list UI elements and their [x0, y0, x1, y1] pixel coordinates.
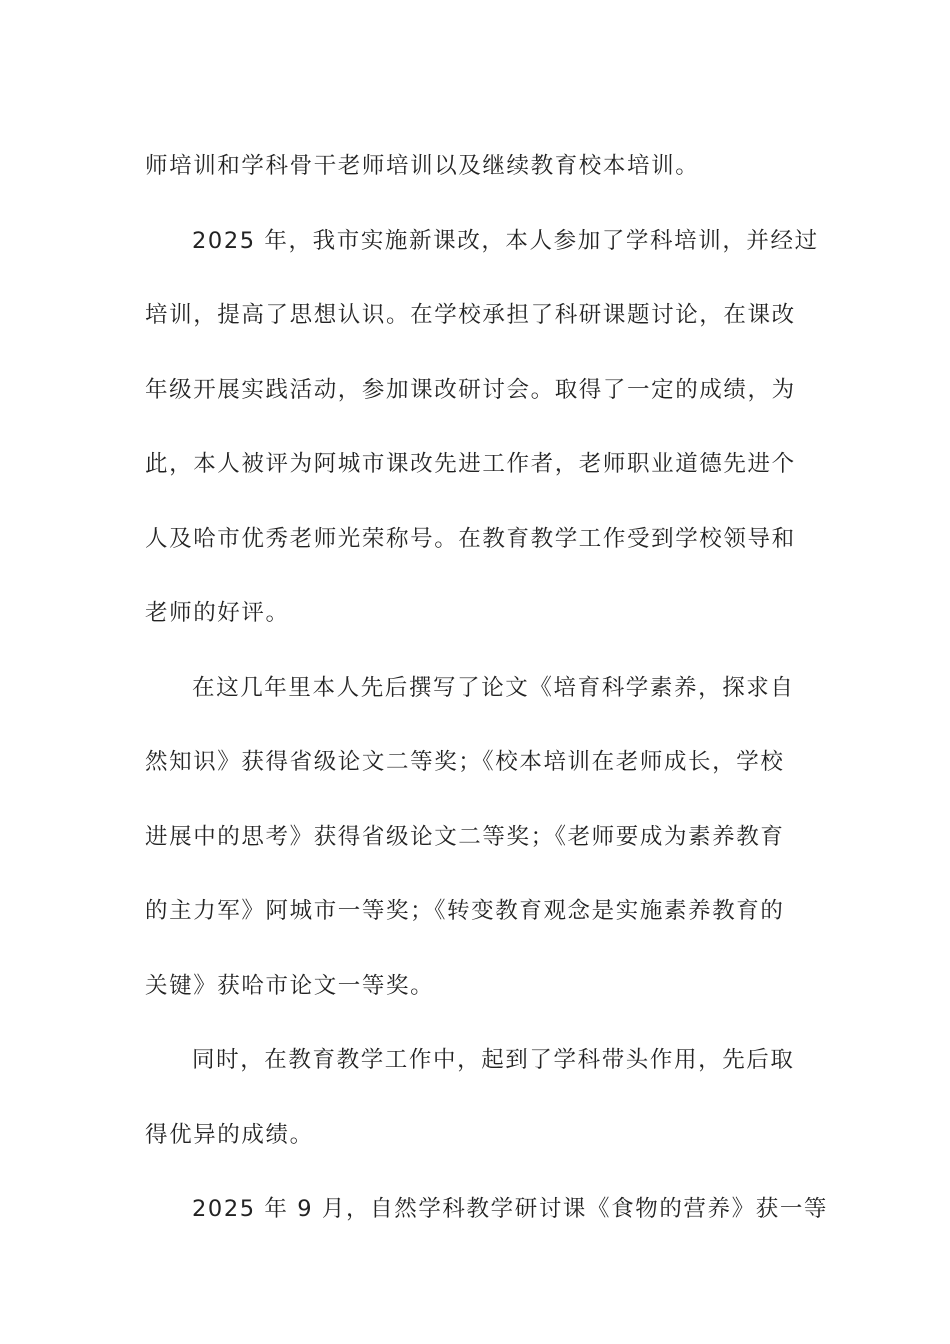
text-line: 在这几年里本人先后撰写了论文《培育科学素养，探求自 [192, 674, 795, 701]
text-line: 然知识》获得省级论文二等奖；《校本培训在老师成长，学校 [145, 749, 785, 775]
text-line: 此，本人被评为阿城市课改先进工作者，老师职业道德先进个 [145, 451, 796, 477]
text-line: 年级开展实践活动，参加课改研讨会。取得了一定的成绩，为 [145, 376, 796, 403]
text-line: 培训，提高了思想认识。在学校承担了科研课题讨论，在课改 [145, 302, 796, 328]
document-body [145, 129, 829, 1247]
text-line: 2025 年，我市实施新课改，本人参加了学科培训，并经过 [192, 227, 819, 254]
text-line: 人及哈市优秀老师光荣称号。在教育教学工作受到学校领导和 [145, 525, 796, 552]
text-line: 老师的好评。 [145, 600, 290, 626]
text-line: 进展中的思考》获得省级论文二等奖；《老师要成为素养教育 [145, 823, 785, 850]
text-line: 关键》获哈市论文一等奖。 [145, 972, 435, 999]
text-line: 师培训和学科骨干老师培训以及继续教育校本培训。 [145, 153, 700, 179]
text-line: 得优异的成绩。 [145, 1121, 314, 1148]
text-line: 的主力军》阿城市一等奖；《转变教育观念是实施素养教育的 [145, 898, 785, 924]
text-line: 2025 年 9 月，自然学科教学研讨课《食物的营养》获一等 [192, 1196, 829, 1222]
text-line: 同时，在教育教学工作中，起到了学科带头作用，先后取 [192, 1047, 795, 1073]
